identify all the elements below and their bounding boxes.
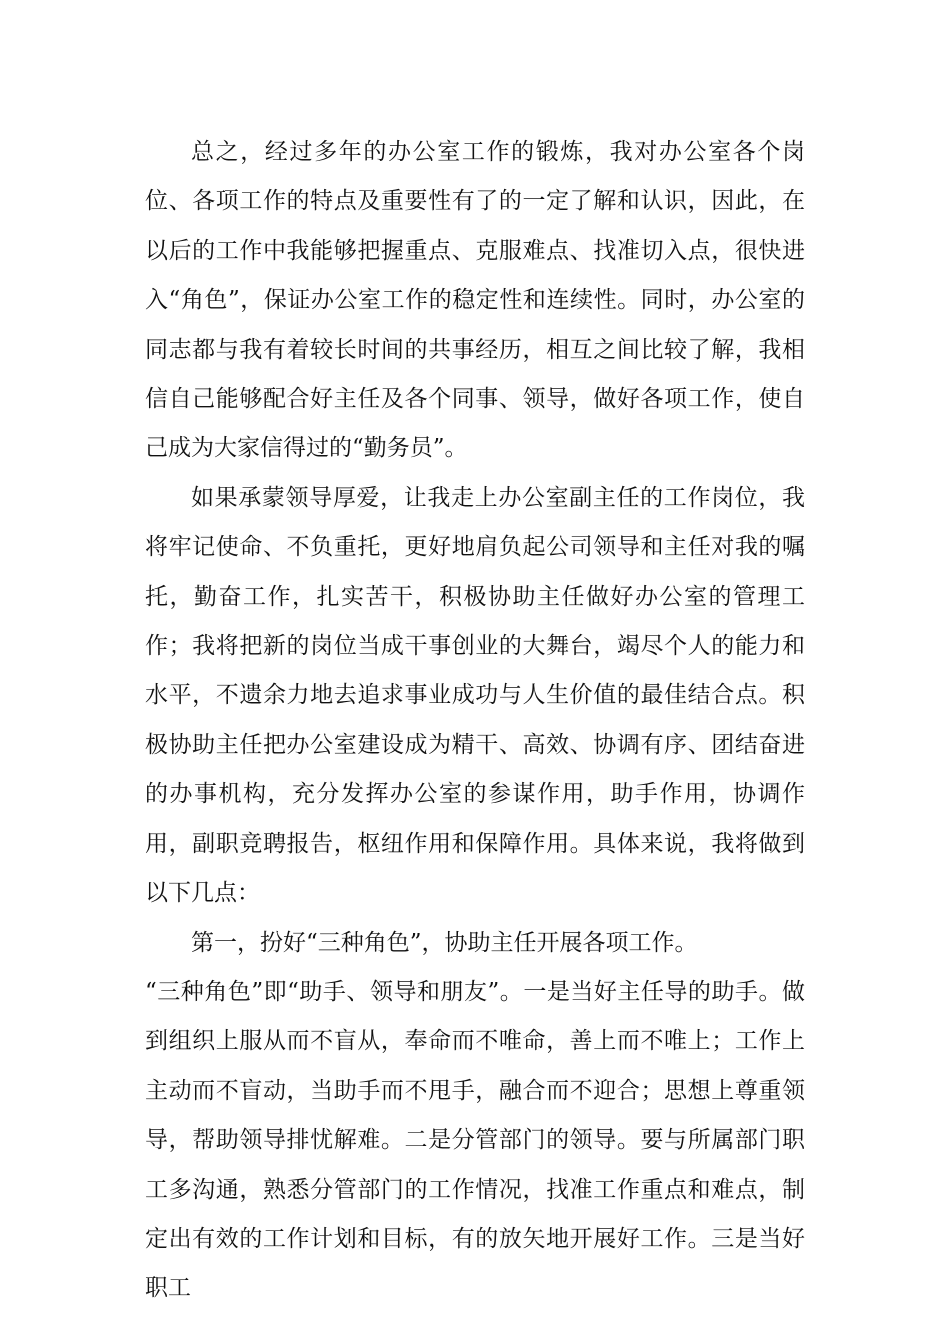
paragraph-three-roles: “三种角色”即“助手、领导和朋友”。一是当好主任导的助手。做到组织上服从而不盲从，奉命而不唯命，善上而不唯上；工作上主动而不盲动，当助手而不甩手，融合而不迎合；思想上尊重领导，帮助领导排忧解难。二是分管部门的领导。要与所属部门职工多沟通，熟悉分管部门的工作情况，找准工作重点和难点，制定出有效的工作计划和目标，有的放矢地开展好工作。三是当好职工 (145, 978, 805, 1302)
paragraph-summary: 总之，经过多年的办公室工作的锻炼，我对办公室各个岗位、各项工作的特点及重要性有了的一定了解和认识，因此，在以后的工作中我能够把握重点、克服难点、找准切入点，很快进入“角色”，保证办公室工作的稳定性和连续性。同时，办公室的同志都与我有着较长时间的共事经历，相互之间比较了解，我相信自己能够配合好主任及各个同事、领导，做好各项工作，使自己成为大家信得过的“勤务员”。 (145, 139, 805, 462)
paragraph-commitment: 如果承蒙领导厚爱，让我走上办公室副主任的工作岗位，我将牢记使命、不负重托，更好地肩负起公司领导和主任对我的嘱托，勤奋工作，扎实苦干，积极协助主任做好办公室的管理工作；我将把新的岗位当成干事创业的大舞台，竭尽个人的能力和水平，不遗余力地去追求事业成功与人生价值的最佳结合点。积极协助主任把办公室建设成为精干、高效、协调有序、团结奋进的办事机构，充分发挥办公室的参谋作用，助手作用，协调作用，副职竞聘报告，枢纽作用和保障作用。具体来说，我将做到以下几点： (145, 484, 805, 907)
paragraph-point-one-heading: 第一，扮好“三种角色”，协助主任开展各项工作。 (191, 929, 698, 956)
document-body (145, 128, 805, 1314)
